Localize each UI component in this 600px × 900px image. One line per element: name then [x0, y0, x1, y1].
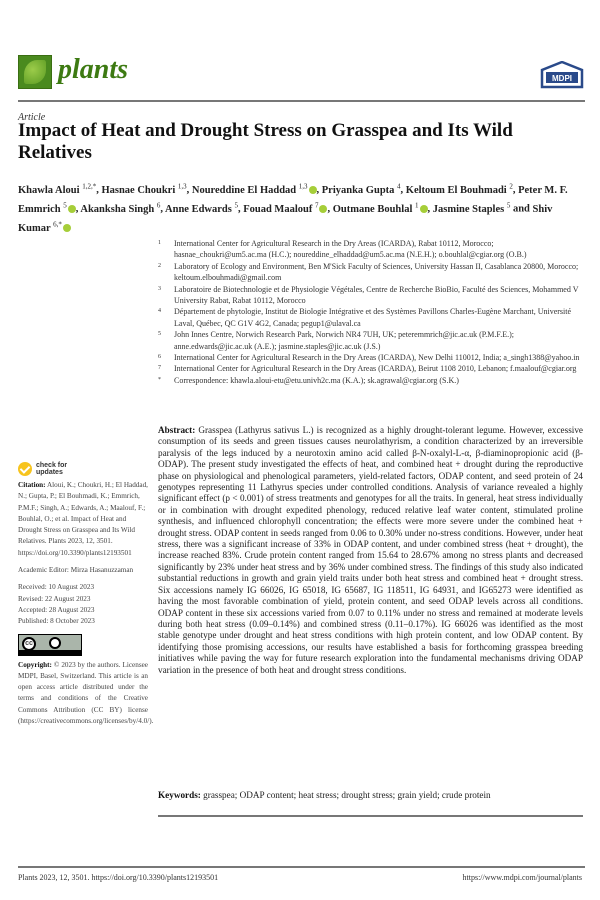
cc-icon: cc: [22, 637, 36, 651]
author: Anne Edwards $^5$: [165, 201, 238, 215]
affiliation-text: International Center for Agricultural Research in the Dry Areas (ICARDA), Beirut 1108 2010, Lebanon; f.maalouf@cgiar.org: [174, 364, 577, 374]
author-affiliation-sup: 1,2,*: [82, 182, 97, 190]
affiliation-number: 1: [158, 240, 161, 246]
article-title: Impact of Heat and Drought Stress on Grasspea and Its Wild Relatives: [18, 120, 513, 163]
mdpi-logo[interactable]: [540, 61, 584, 89]
cfu-line2: updates: [36, 469, 63, 476]
affiliation-item: [158, 238, 583, 261]
copyright-label: Copyright:: [18, 660, 52, 669]
check-for-updates-badge[interactable]: [18, 462, 148, 476]
affiliation-number: 6: [158, 354, 161, 361]
mdpi-logo-text: MDPI: [552, 74, 572, 83]
affiliation-number: *: [158, 376, 161, 383]
abstract-text: Grasspea (Lathyrus sativus L.) is recognized as a highly drought-tolerant legume. However, excessive consumption of its seeds and green tissues causes neurolathyrism, a condition characterized by an irreversible paralysis of the legs induced by a neurotoxin amino acid called β-N-oxalyl-L-α, β-diaminopropionic acid (β-ODAP). The present study investigated the effects of heat, and combined heat + drought during the reproductive phase on physiological and phenological parameters, yield-related factors, ODAP content, and seed protein of 24 genotypes representing 11 Lathyrus species under controlled conditions. Analysis of variance revealed a highly significant effect (p < 0.001) of stress treatments and genotypes for all the traits. In general, heat stress individually or in combination with drought expedited phenology, reduced relative leaf water content, stimulated proline synthesis, and influenced chlorophyll concentration; the effects were more severe under the combined heat + drought stress. ODAP content in seeds ranged from 0.06 to 0.30% under no-stress conditions. However, under heat stress, there was a significant increase of 33% in ODAP content, and under combined stress (heat + drought), the increase reached 83%. Crude protein content ranged from 15.64 to 28.67% among no stress plants and decreased significantly by 23% under heat stress and by 36% under combined stress. The findings of this study also indicated substantial reductions in growth and grain yield traits under both heat stress and combined heat + drought stress. Six accessions namely IG 66026, IG 65018, IG 65687, IG 118511, IG 64931, and IG65273 were identified as having the most favorable combination of yield, protein content, and seed ODAP levels across all conditions. ODAP content in these six accessions varied from 0.07 to 0.11% under no stress and remained at moderate levels during both heat stress (0.09–0.14%) and combined stress (0.11–0.17%). IG 66026 was identified as the most stable genotype under drought and heat stress conditions with high protein content, and low ODAP content. By identifying those promising accessions, our results have established a basis for forthcoming grasspea breeding initiatives while paving the way for future research exploration into the fundamental mechanisms driving ODAP variation in the presence of both heat and drought stress conditions.: [158, 425, 583, 675]
affiliation-number: 3: [158, 285, 161, 292]
orcid-icon[interactable]: [68, 205, 76, 213]
citation: [18, 480, 148, 559]
footer-citation[interactable]: Plants 2023, 12, 3501. https://doi.org/10.3390/plants12193501: [18, 873, 219, 882]
affiliation-item: [158, 329, 583, 352]
received-date: Received: 10 August 2023: [18, 583, 95, 592]
affiliations: [158, 238, 583, 386]
affiliation-item: [158, 363, 583, 374]
affiliation-text: International Center for Agricultural Research in the Dry Areas (ICARDA), Rabat 10112, Morocco; hasnae_choukri@um5.ac.ma (H.C.); noureddine_elhaddad@um5.ac.ma (N.E.H.); o.bouhlal@cgiar.org (O.B.): [174, 239, 527, 260]
author-list: Khawla Aloui $^{1,2,*}$, Hasnae Choukri $^{1,3}$, Noureddine El Haddad $^{1,3}$ , Priyanka Gupta $^4$, Keltoum El Bouhmadi $^2$, Peter M. F. Emmrich $^5$ , Akanksha Singh $^6$, Anne Edwards $^5$, Fouad Maalouf $^7$ , Outmane Bouhlal $^1$ , Jasmine Staples $^5$ and Shiv Kumar $^{6,*}$: [18, 182, 568, 234]
author-affiliation-sup: 1: [415, 201, 419, 209]
by-person-icon: [49, 637, 61, 649]
abstract-label: Abstract:: [158, 425, 196, 435]
affiliation-item: [158, 352, 583, 363]
author: Jasmine Staples $^5$: [432, 201, 511, 215]
article-type: Article: [18, 112, 46, 123]
abstract: [158, 425, 583, 676]
keywords-text: grasspea; ODAP content; heat stress; drought stress; grain yield; crude protein: [203, 790, 491, 800]
author: Outmane Bouhlal $^1$: [333, 204, 428, 215]
affiliation-text: Correspondence: khawla.aloui-etu@etu.univh2c.ma (K.A.); sk.agrawal@cgiar.org (S.K.): [174, 375, 459, 385]
author: Keltoum El Bouhmadi $^2$: [405, 182, 513, 196]
author: Hasnae Choukri $^{1,3}$: [101, 182, 187, 196]
citation-label: Citation:: [18, 481, 46, 489]
author-affiliation-sup: 1,3: [177, 182, 187, 190]
header-divider: [18, 100, 585, 102]
orcid-icon[interactable]: [309, 186, 317, 194]
orcid-icon[interactable]: [420, 205, 428, 213]
orcid-icon[interactable]: [319, 205, 327, 213]
author-affiliation-sup: 4: [397, 182, 401, 190]
affiliation-item: [158, 261, 583, 284]
footer-divider: [18, 866, 585, 868]
author-affiliation-sup: 5: [234, 201, 238, 209]
author: Fouad Maalouf $^7$: [243, 204, 327, 215]
author: Peter M. F. Emmrich $^5$: [18, 184, 568, 215]
published-date: Published: 8 October 2023: [18, 617, 95, 626]
leaf-icon: [24, 60, 46, 84]
copyright: [18, 660, 154, 728]
affiliation-text: Département de phytologie, Institut de Biologie Intégrative et des Systèmes Pavillons Charles-Eugène Marchant, Université Laval, Québec, QC G1V 4G2, Canada; pegup1@ulaval.ca: [174, 307, 572, 328]
cc-label-bar: [19, 650, 81, 655]
affiliation-text: International Center for Agricultural Research in the Dry Areas (ICARDA), New Delhi 110012, India; a_singh1388@yahoo.in: [174, 353, 580, 363]
journal-name: plants: [58, 54, 129, 85]
affiliation-item: [158, 306, 583, 329]
author: Priyanka Gupta $^4$: [321, 182, 401, 196]
abstract-divider: [158, 815, 583, 817]
author-affiliation-sup: 5: [63, 201, 67, 209]
affiliation-text: Laboratoire de Biotechnologie et de Physiologie Végétales, Centre de Recherche BioBio, Faculté des Sciences, Mohammed V University Rabat, Rabat 10112, Morocco: [174, 284, 579, 306]
footer-journal-url[interactable]: https://www.mdpi.com/journal/plants: [462, 873, 582, 882]
copyright-text: © 2023 by the authors. Licensee MDPI, Basel, Switzerland. This article is an open access article distributed under the terms and conditions of the Creative Commons Attribution (CC BY) license (https://creativecommons.org/licenses/by/4.0/).: [18, 660, 154, 726]
sidebar: [18, 462, 154, 733]
author-affiliation-sup: 6,*: [53, 220, 62, 228]
affiliation-item: [158, 375, 583, 386]
keywords-label: Keywords:: [158, 790, 201, 800]
journal-logo: [18, 55, 52, 89]
affiliation-number: 4: [158, 308, 161, 315]
author-affiliation-sup: 1,3: [298, 182, 308, 190]
cc-by-license-icon[interactable]: [18, 634, 82, 656]
affiliation-number: 5: [158, 331, 161, 338]
citation-text: Aloui, K.; Choukri, H.; El Haddad, N.; Gupta, P.; El Bouhmadi, K.; Emmrich, P.M.F.; Singh, A.; Edwards, A.; Maalouf, F.; Bouhlal, O.; et al. Impact of Heat and Drought Stress on Grasspea and Its Wild Relatives. Plants 2023, 12, 3501. https://doi.org/10.3390/plants12193501: [18, 481, 148, 557]
author-affiliation-sup: 6: [156, 201, 161, 209]
affiliation-text: John Innes Centre, Norwich Research Park, Norwich NR4 7UH, UK; peteremmrich@jic.ac.uk (P.M.F.E.); anne.edwards@jic.ac.uk (A.E.); jasmine.staples@jic.ac.uk (J.S.): [174, 330, 514, 351]
author-affiliation-sup: 5: [506, 201, 511, 209]
orcid-icon[interactable]: [63, 224, 71, 232]
affiliation-number: 7: [158, 365, 161, 372]
author-affiliation-sup: 2: [509, 182, 513, 190]
keywords: [158, 790, 583, 800]
academic-editor: Academic Editor: Mirza Hasanuzzaman: [18, 566, 134, 575]
author-affiliation-sup: 7: [314, 201, 319, 209]
author: Noureddine El Haddad $^{1,3}$: [192, 185, 317, 196]
affiliation-text: Laboratory of Ecology and Environment, Ben M'Sick Faculty of Sciences, University Hassan II, Casablanca 20800, Morocco; keltoum.elbouhmadi@gmail.com: [174, 261, 579, 283]
cfu-line1: check for: [36, 462, 68, 469]
author: Khawla Aloui $^{1,2,*}$: [18, 182, 97, 196]
dates: [18, 582, 148, 627]
affiliation-number: 2: [158, 262, 161, 269]
author: Shiv Kumar $^{6,*}$: [18, 203, 553, 234]
affiliation-item: [158, 284, 583, 307]
accepted-date: Accepted: 28 August 2023: [18, 605, 95, 614]
revised-date: Revised: 22 August 2023: [18, 594, 91, 603]
author: Akanksha Singh $^6$: [80, 201, 161, 215]
checkmark-icon: [18, 462, 32, 476]
